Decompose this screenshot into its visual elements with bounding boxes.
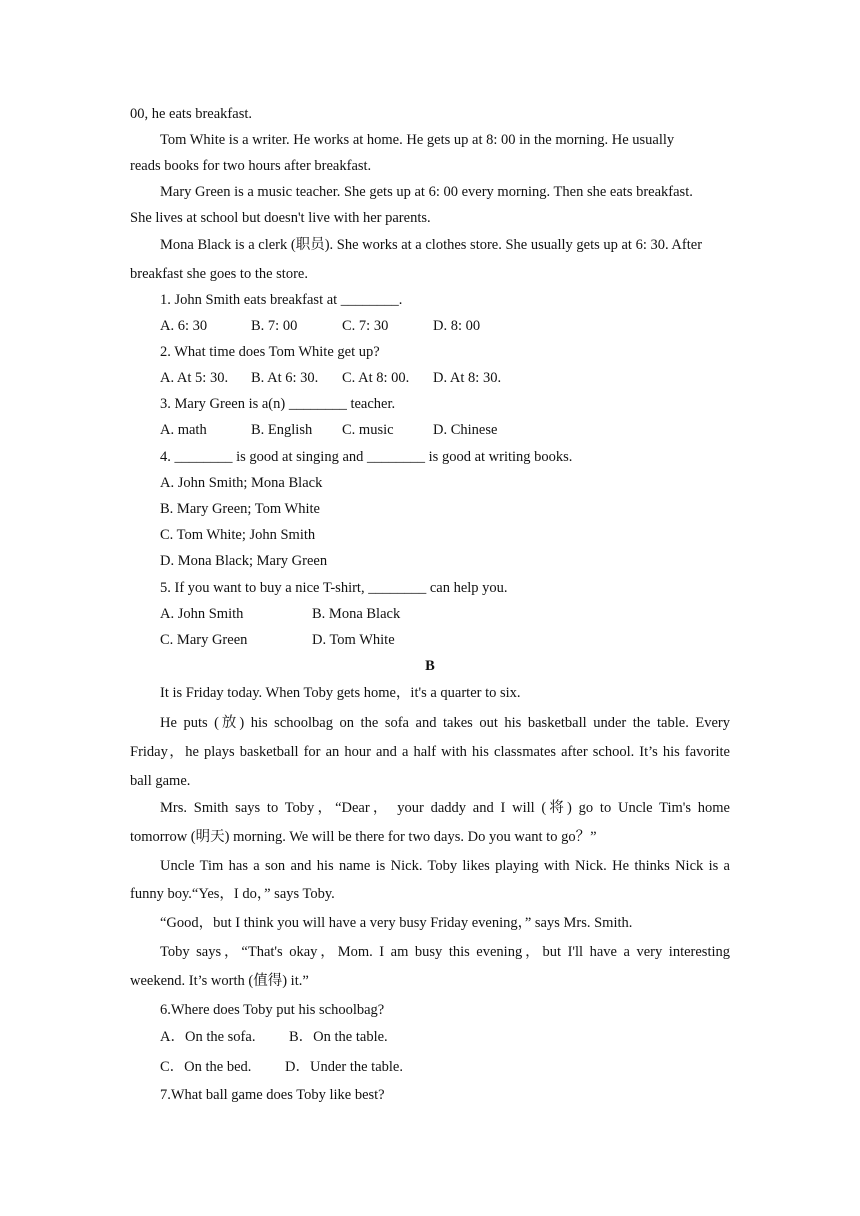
answer-option: C. music [342,422,394,438]
passage-line: ball game. [130,773,191,789]
passage-line: Toby says，“That's okay，Mom. I am busy this evening，but I'll have a very interesting [160,944,730,960]
question-text: 3. Mary Green is a(n) ________ teacher. [160,396,396,412]
answer-option: B. Mary Green; Tom White [160,501,320,517]
answer-option: D. Chinese [433,422,498,438]
answer-option: B. English [251,422,313,438]
passage-line: Friday，he plays basketball for an hour and a half with his classmates after school. It’s his favorite [130,744,730,760]
answer-option: A. John Smith; Mona Black [160,475,323,491]
answer-option: B. At 6: 30. [251,370,319,386]
answer-option: D. 8: 00 [433,318,481,334]
passage-line: tomorrow (明天) morning. We will be there for two days. Do you want to go？” [130,829,597,845]
answer-option: A. John Smith [160,606,244,622]
question-text: 1. John Smith eats breakfast at ________. [160,292,403,308]
passage-line: It is Friday today. When Toby gets home，it's a quarter to six. [160,685,521,701]
question-text: 5. If you want to buy a nice T-shirt, ________ can help you. [160,580,508,596]
answer-option: D．Under the table. [285,1059,403,1075]
answer-option: C. At 8: 00. [342,370,410,386]
passage-line: 00, he eats breakfast. [130,106,252,122]
answer-option: D. Mona Black; Mary Green [160,553,328,569]
answer-option: A. math [160,422,207,438]
answer-option: A. 6: 30 [160,318,208,334]
passage-line: Uncle Tim has a son and his name is Nick. Toby likes playing with Nick. He thinks Nick is a [160,858,730,874]
passage-line: Mona Black is a clerk (职员). She works at a clothes store. She usually gets up at 6: 30. After [160,237,703,253]
question-text: 6.Where does Toby put his schoolbag? [160,1002,385,1018]
answer-option: C. Mary Green [160,632,248,648]
answer-option: D. Tom White [312,632,395,648]
question-text: 2. What time does Tom White get up? [160,344,380,360]
passage-line: Mrs. Smith says to Toby，“Dear， your daddy and I will (将) go to Uncle Tim's home [160,800,730,816]
passage-line: Mary Green is a music teacher. She gets up at 6: 00 every morning. Then she eats breakfast. [160,184,693,200]
passage-line: weekend. It’s worth (值得) it.” [130,973,309,989]
answer-option: C．On the bed. [160,1059,252,1075]
passage-line: He puts (放) his schoolbag on the sofa and takes out his basketball under the table. Every [160,715,730,731]
answer-option: A．On the sofa. [160,1029,256,1045]
answer-option: B．On the table. [289,1029,388,1045]
question-text: 4. ________ is good at singing and ________ is good at writing books. [160,449,573,465]
passage-line: Tom White is a writer. He works at home. He gets up at 8: 00 in the morning. He usually [160,132,675,148]
answer-option: B. 7: 00 [251,318,298,334]
answer-option: B. Mona Black [312,606,401,622]
answer-option: C. Tom White; John Smith [160,527,316,543]
answer-option: A. At 5: 30. [160,370,229,386]
section-heading: B [425,658,435,674]
answer-option: C. 7: 30 [342,318,389,334]
question-text: 7.What ball game does Toby like best? [160,1087,385,1103]
passage-line: “Good，but I think you will have a very busy Friday evening，” says Mrs. Smith. [160,915,633,931]
passage-line: reads books for two hours after breakfast. [130,158,372,174]
answer-option: D. At 8: 30. [433,370,502,386]
passage-line: funny boy.“Yes，I do，” says Toby. [130,886,335,902]
passage-line: breakfast she goes to the store. [130,266,308,282]
passage-line: She lives at school but doesn't live with her parents. [130,210,431,226]
